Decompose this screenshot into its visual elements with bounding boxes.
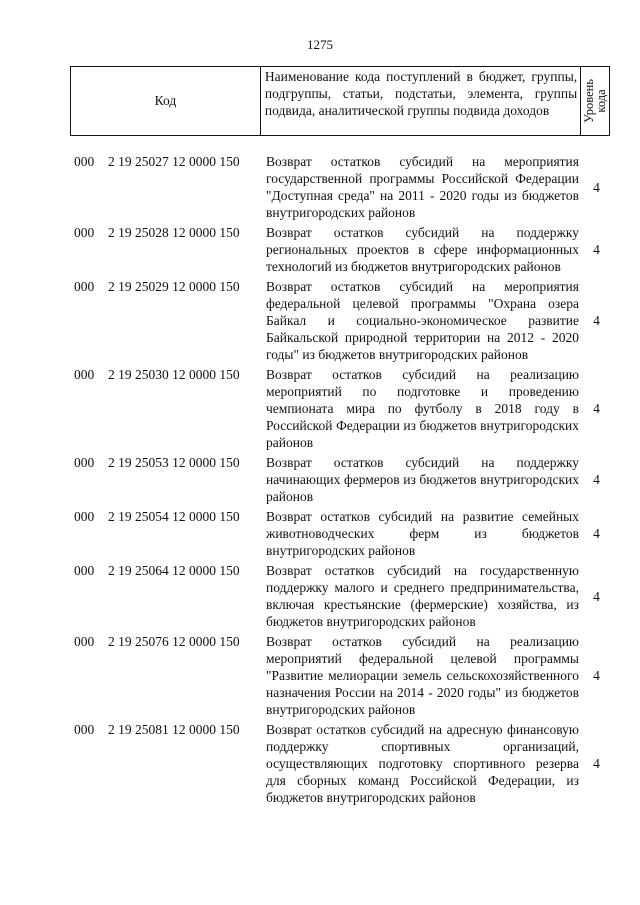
row-code: 2 19 25028 12 0000 150 [108, 225, 240, 240]
table-row [74, 562, 614, 630]
row-admin-code: 000 [74, 634, 95, 649]
row-level: 4 [593, 179, 600, 195]
row-name: Возврат остатков субсидий на реализацию мероприятий по подготовке и проведению чемпионата мира по футболу в 2018 году в Российской Федерации из бюджетов внутригородских районов [266, 367, 579, 450]
row-code: 2 19 25030 12 0000 150 [108, 367, 240, 382]
row-level: 4 [593, 472, 600, 487]
table-row [74, 153, 614, 221]
table-row [74, 633, 614, 718]
header-level-text [583, 79, 607, 123]
row-level: 4 [593, 401, 600, 416]
row-name: Возврат остатков субсидий на адресную финансовую поддержку спортивных организаций, осуществляющих подготовку спортивного резерва для сборных команд Российской Федерации, из бюджетов внутригородских районов [266, 722, 579, 805]
row-admin-code: 000 [74, 367, 95, 382]
header-code: Код [71, 67, 261, 135]
row-admin-code: 000 [74, 722, 95, 737]
row-level: 4 [593, 313, 600, 328]
row-admin-code: 000 [74, 563, 95, 578]
row-code: 2 19 25081 12 0000 150 [108, 722, 240, 737]
row-level: 4 [593, 756, 600, 771]
table-row [74, 366, 614, 451]
row-level: 4 [593, 588, 600, 604]
table-row [74, 508, 614, 559]
row-name: Возврат остатков субсидий на поддержку начинающих фермеров из бюджетов внутригородских районов [266, 455, 579, 504]
row-code: 2 19 25054 12 0000 150 [108, 509, 240, 524]
row-name: Возврат остатков субсидий на реализацию мероприятий федеральной целевой программы "Развитие мелиорации земель сельскохозяйственного назначения России на 2014 - 2020 годы" из бюджетов внутригородских районов [266, 634, 579, 717]
row-level: 4 [593, 668, 600, 683]
row-name: Возврат остатков субсидий на поддержку региональных проектов в сфере информационных технологий из бюджетов внутригородских районов [266, 225, 579, 274]
row-code: 2 19 25076 12 0000 150 [108, 634, 240, 649]
header-level [581, 67, 609, 135]
row-name: Возврат остатков субсидий на государственную поддержку малого и среднего предпринимательства, включая крестьянские (фермерские) хозяйства, из бюджетов внутригородских районов [266, 563, 579, 629]
page-number: 1275 [307, 37, 333, 52]
table-row [74, 278, 614, 363]
row-admin-code: 000 [74, 154, 95, 169]
row-level: 4 [593, 526, 600, 541]
header-level-line1: Уровень [582, 78, 597, 124]
row-name: Возврат остатков субсидий на развитие семейных животноводческих ферм из бюджетов внутригородских районов [266, 509, 579, 558]
row-admin-code: 000 [74, 455, 95, 470]
table-row [74, 721, 614, 806]
table-row [74, 224, 614, 275]
row-admin-code: 000 [74, 225, 95, 240]
table-header [70, 66, 610, 136]
row-level: 4 [593, 242, 600, 257]
row-code: 2 19 25027 12 0000 150 [108, 154, 240, 169]
row-name: Возврат остатков субсидий на мероприятия государственной программы Российской Федерации "Доступная среда" на 2011 - 2020 годы из бюджетов внутригородских районов [266, 154, 579, 220]
header-level-line2: кода [594, 89, 609, 113]
row-code: 2 19 25029 12 0000 150 [108, 279, 240, 294]
header-name: Наименование кода поступлений в бюджет, группы, подгруппы, статьи, подстатьи, элемента, группы подвида, аналитической группы подвида доходов [261, 67, 581, 135]
row-code: 2 19 25053 12 0000 150 [108, 455, 240, 470]
row-admin-code: 000 [74, 509, 95, 524]
table-body [74, 153, 614, 809]
row-admin-code: 000 [74, 279, 95, 294]
table-row [74, 454, 614, 505]
row-name: Возврат остатков субсидий на мероприятия федеральной целевой программы "Охрана озера Байкал и социально-экономическое развитие Байкальской природной территории на 2012 - 2020 годы" из бюджетов внутригородских районов [266, 279, 579, 362]
row-code: 2 19 25064 12 0000 150 [108, 563, 240, 578]
